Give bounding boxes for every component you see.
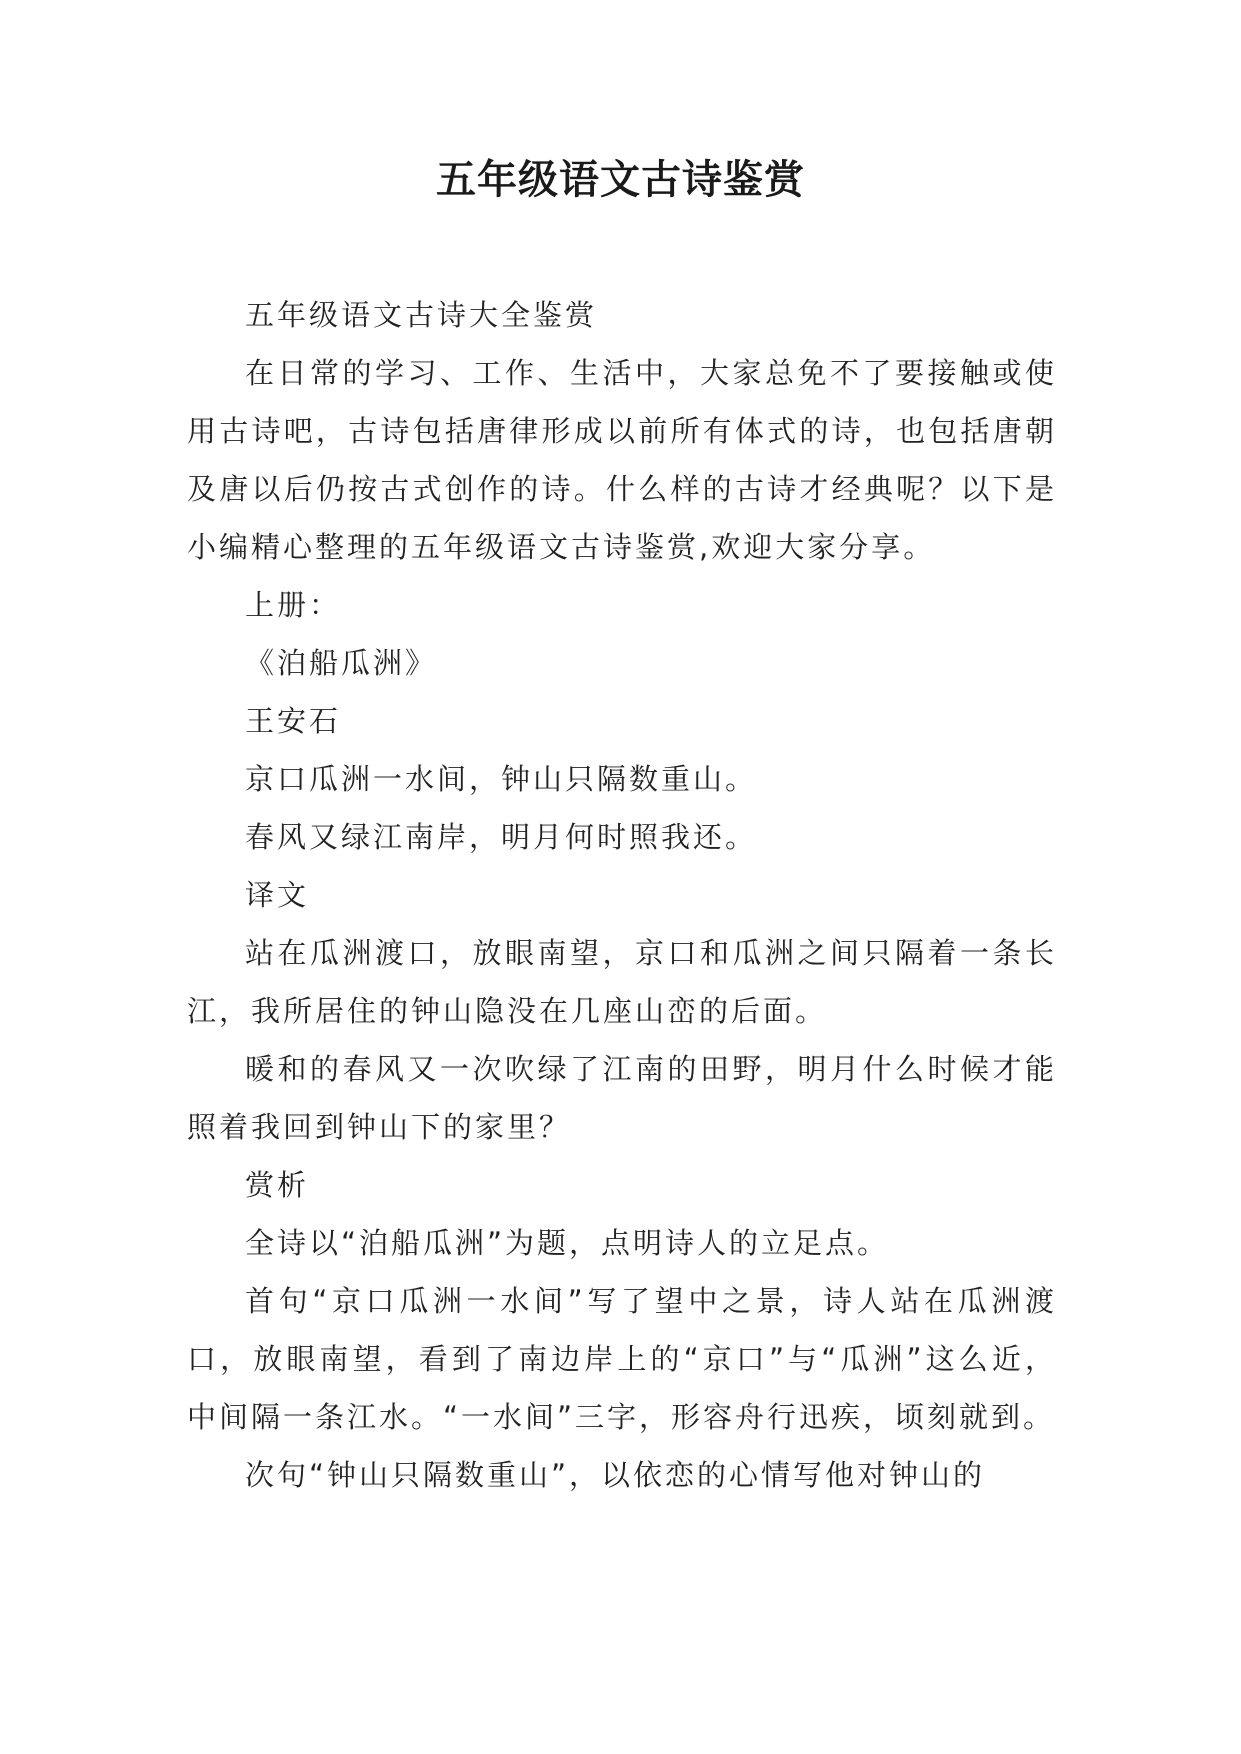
paragraph-appreciation-heading: 赏析 [245,1168,310,1202]
paragraph-volume-label: 上册： [245,588,342,622]
document-body [187,286,1057,1504]
paragraph-poem-line-2: 春风又绿江南岸，明月何时照我还。 [245,820,758,854]
paragraph-appreciation-1: 全诗以“泊船瓜洲”为题，点明诗人的立足点。 [245,1226,890,1260]
paragraph-poem-author: 王安石 [245,704,342,738]
paragraph-appreciation-2: 首句“京口瓜洲一水间”写了望中之景，诗人站在瓜洲渡口，放眼南望，看到了南边岸上的“京口”与“瓜洲”这么近，中间隔一条江水。“一水间”三字，形容舟行迅疾，顷刻就到。 [187,1284,1057,1434]
paragraph-translation-1: 站在瓜洲渡口，放眼南望，京口和瓜洲之间只隔着一条长江，我所居住的钟山隐没在几座山峦的后面。 [187,936,1057,1028]
paragraph-translation-heading: 译文 [245,878,310,912]
paragraph-appreciation-3: 次句“钟山只隔数重山”，以依恋的心情写他对钟山的 [245,1458,986,1492]
paragraph-subtitle: 五年级语文古诗大全鉴赏 [245,298,598,332]
paragraph-poem-title: 《泊船瓜洲》 [245,646,438,680]
paragraph-intro: 在日常的学习、工作、生活中，大家总免不了要接触或使用古诗吧，古诗包括唐律形成以前所有体式的诗，也包括唐朝及唐以后仍按古式创作的诗。什么样的古诗才经典呢？以下是小编精心整理的五年级语文古诗鉴赏,欢迎大家分享。 [187,356,1057,564]
paragraph-poem-line-1: 京口瓜洲一水间，钟山只隔数重山。 [245,762,758,796]
document-title: 五年级语文古诗鉴赏 [436,156,805,203]
paragraph-translation-2: 暖和的春风又一次吹绿了江南的田野，明月什么时候才能照着我回到钟山下的家里？ [187,1052,1057,1144]
